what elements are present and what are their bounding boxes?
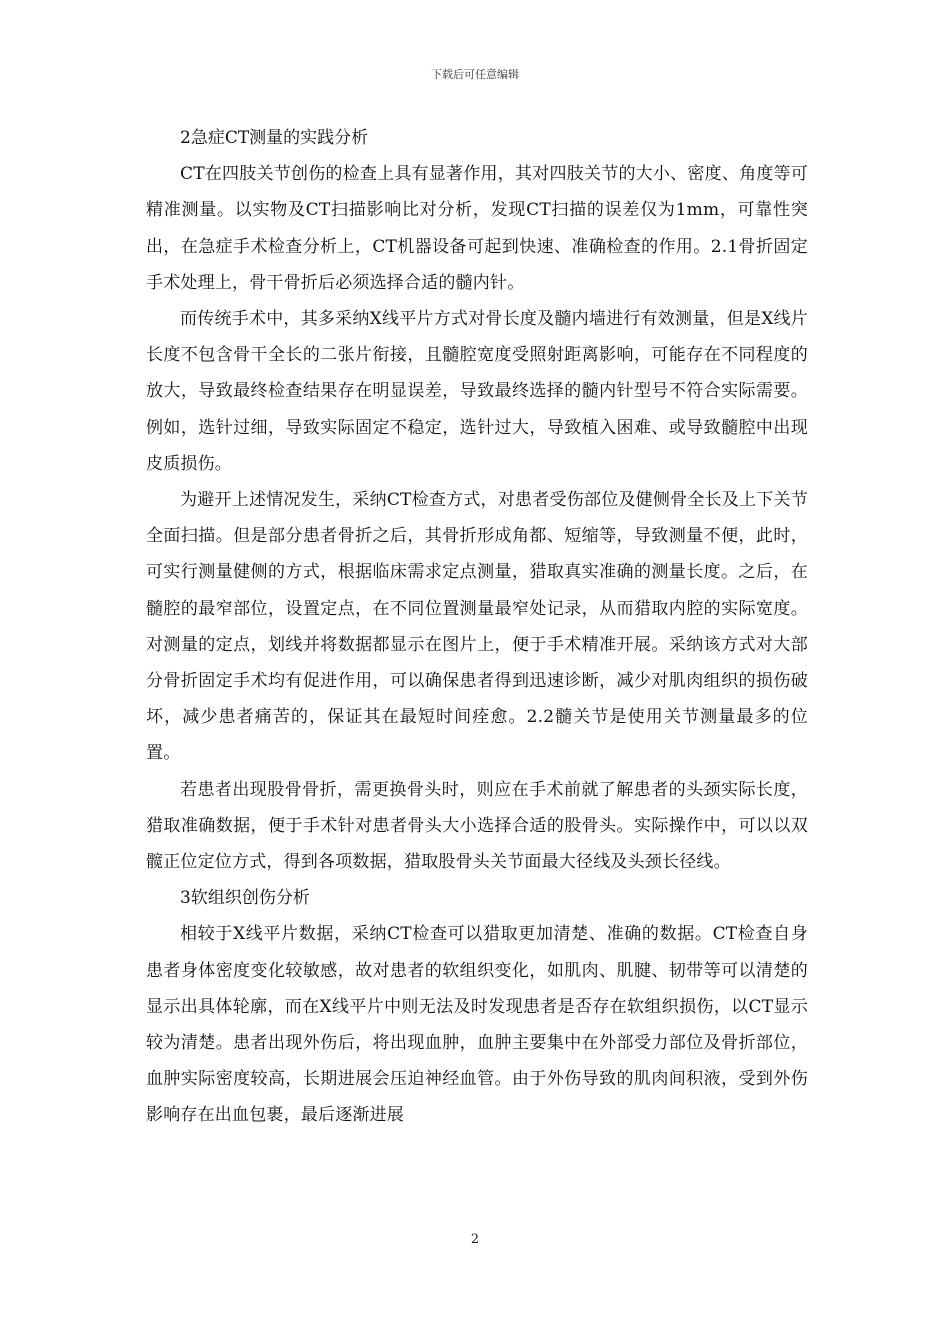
section-3-heading: 3软组织创伤分析 <box>180 888 310 909</box>
page-header-note: 下载后可任意编辑 <box>431 68 519 81</box>
paragraph-2: 而传统手术中，其多采纳X线平片方式对骨长度及髓内墙进行有效测量，但是X线片长度不包含骨干全长的二张片衔接，且髓腔宽度受照射距离影响，可能存在不同程度的放大，导致最终检查结果存在明显误差，导致最终选择的髓内针型号不符合实际需要。例如，选针过细，导致实际固定不稳定，选针过大，导致植入困难、或导致髓腔中出现皮质损伤。 <box>146 309 808 474</box>
paragraph-5: 相较于X线平片数据，采纳CT检查可以猎取更加清楚、准确的数据。CT检查自身患者身体密度变化较敏感，故对患者的软组织变化，如肌肉、肌腱、韧带等可以清楚的显示出具体轮廓，而在X线平片中则无法及时发现患者是否存在软组织损伤，以CT显示较为清楚。患者出现外伤后，将出现血肿，血肿主要集中在外部受力部位及骨折部位，血肿实际密度较高，长期进展会压迫神经血管。由于外伤导致的肌肉间积液，受到外伤影响存在出血包裹，最后逐渐进展 <box>146 924 808 1126</box>
section-2-heading: 2急症CT测量的实践分析 <box>180 128 369 148</box>
paragraph-3: 为避开上述情况发生，采纳CT检查方式，对患者受伤部位及健侧骨全长及上下关节全面扫描。但是部分患者骨折之后，其骨折形成角都、短缩等，导致测量不便，此时，可实行测量健侧的方式，根据临床需求定点测量，猎取真实准确的测量长度。之后，在髓腔的最窄部位，设置定点，在不同位置测量最窄处记录，从而猎取内腔的实际宽度。对测量的定点，划线并将数据都显示在图片上，便于手术精准开展。采纳该方式对大部分骨折固定手术均有促进作用，可以确保患者得到迅速诊断，减少对肌肉组织的损伤破坏，减少患者痛苦的，保证其在最短时间痊愈。2.2髓关节是使用关节测量最多的位置。 <box>146 490 808 764</box>
page-number: 2 <box>470 1232 480 1247</box>
paragraph-4: 若患者出现股骨骨折，需更换骨头时，则应在手术前就了解患者的头颈实际长度，猎取准确数据，便于手术针对患者骨头大小选择合适的股骨头。实际操作中，可以以双髋正位定位方式，得到各项数据，猎取股骨头关节面最大径线及头颈长径线。 <box>146 779 808 873</box>
document-body <box>146 120 808 1134</box>
paragraph-1: CT在四肢关节创伤的检查上具有显著作用，其对四肢关节的大小、密度、角度等可精准测量。以实物及CT扫描影响比对分析，发现CT扫描的误差仅为1mm，可靠性突出，在急症手术检查分析上，CT机器设备可起到快速、准确检查的作用。2.1骨折固定手术处理上，骨干骨折后必须选择合适的髓内针。 <box>146 164 808 293</box>
